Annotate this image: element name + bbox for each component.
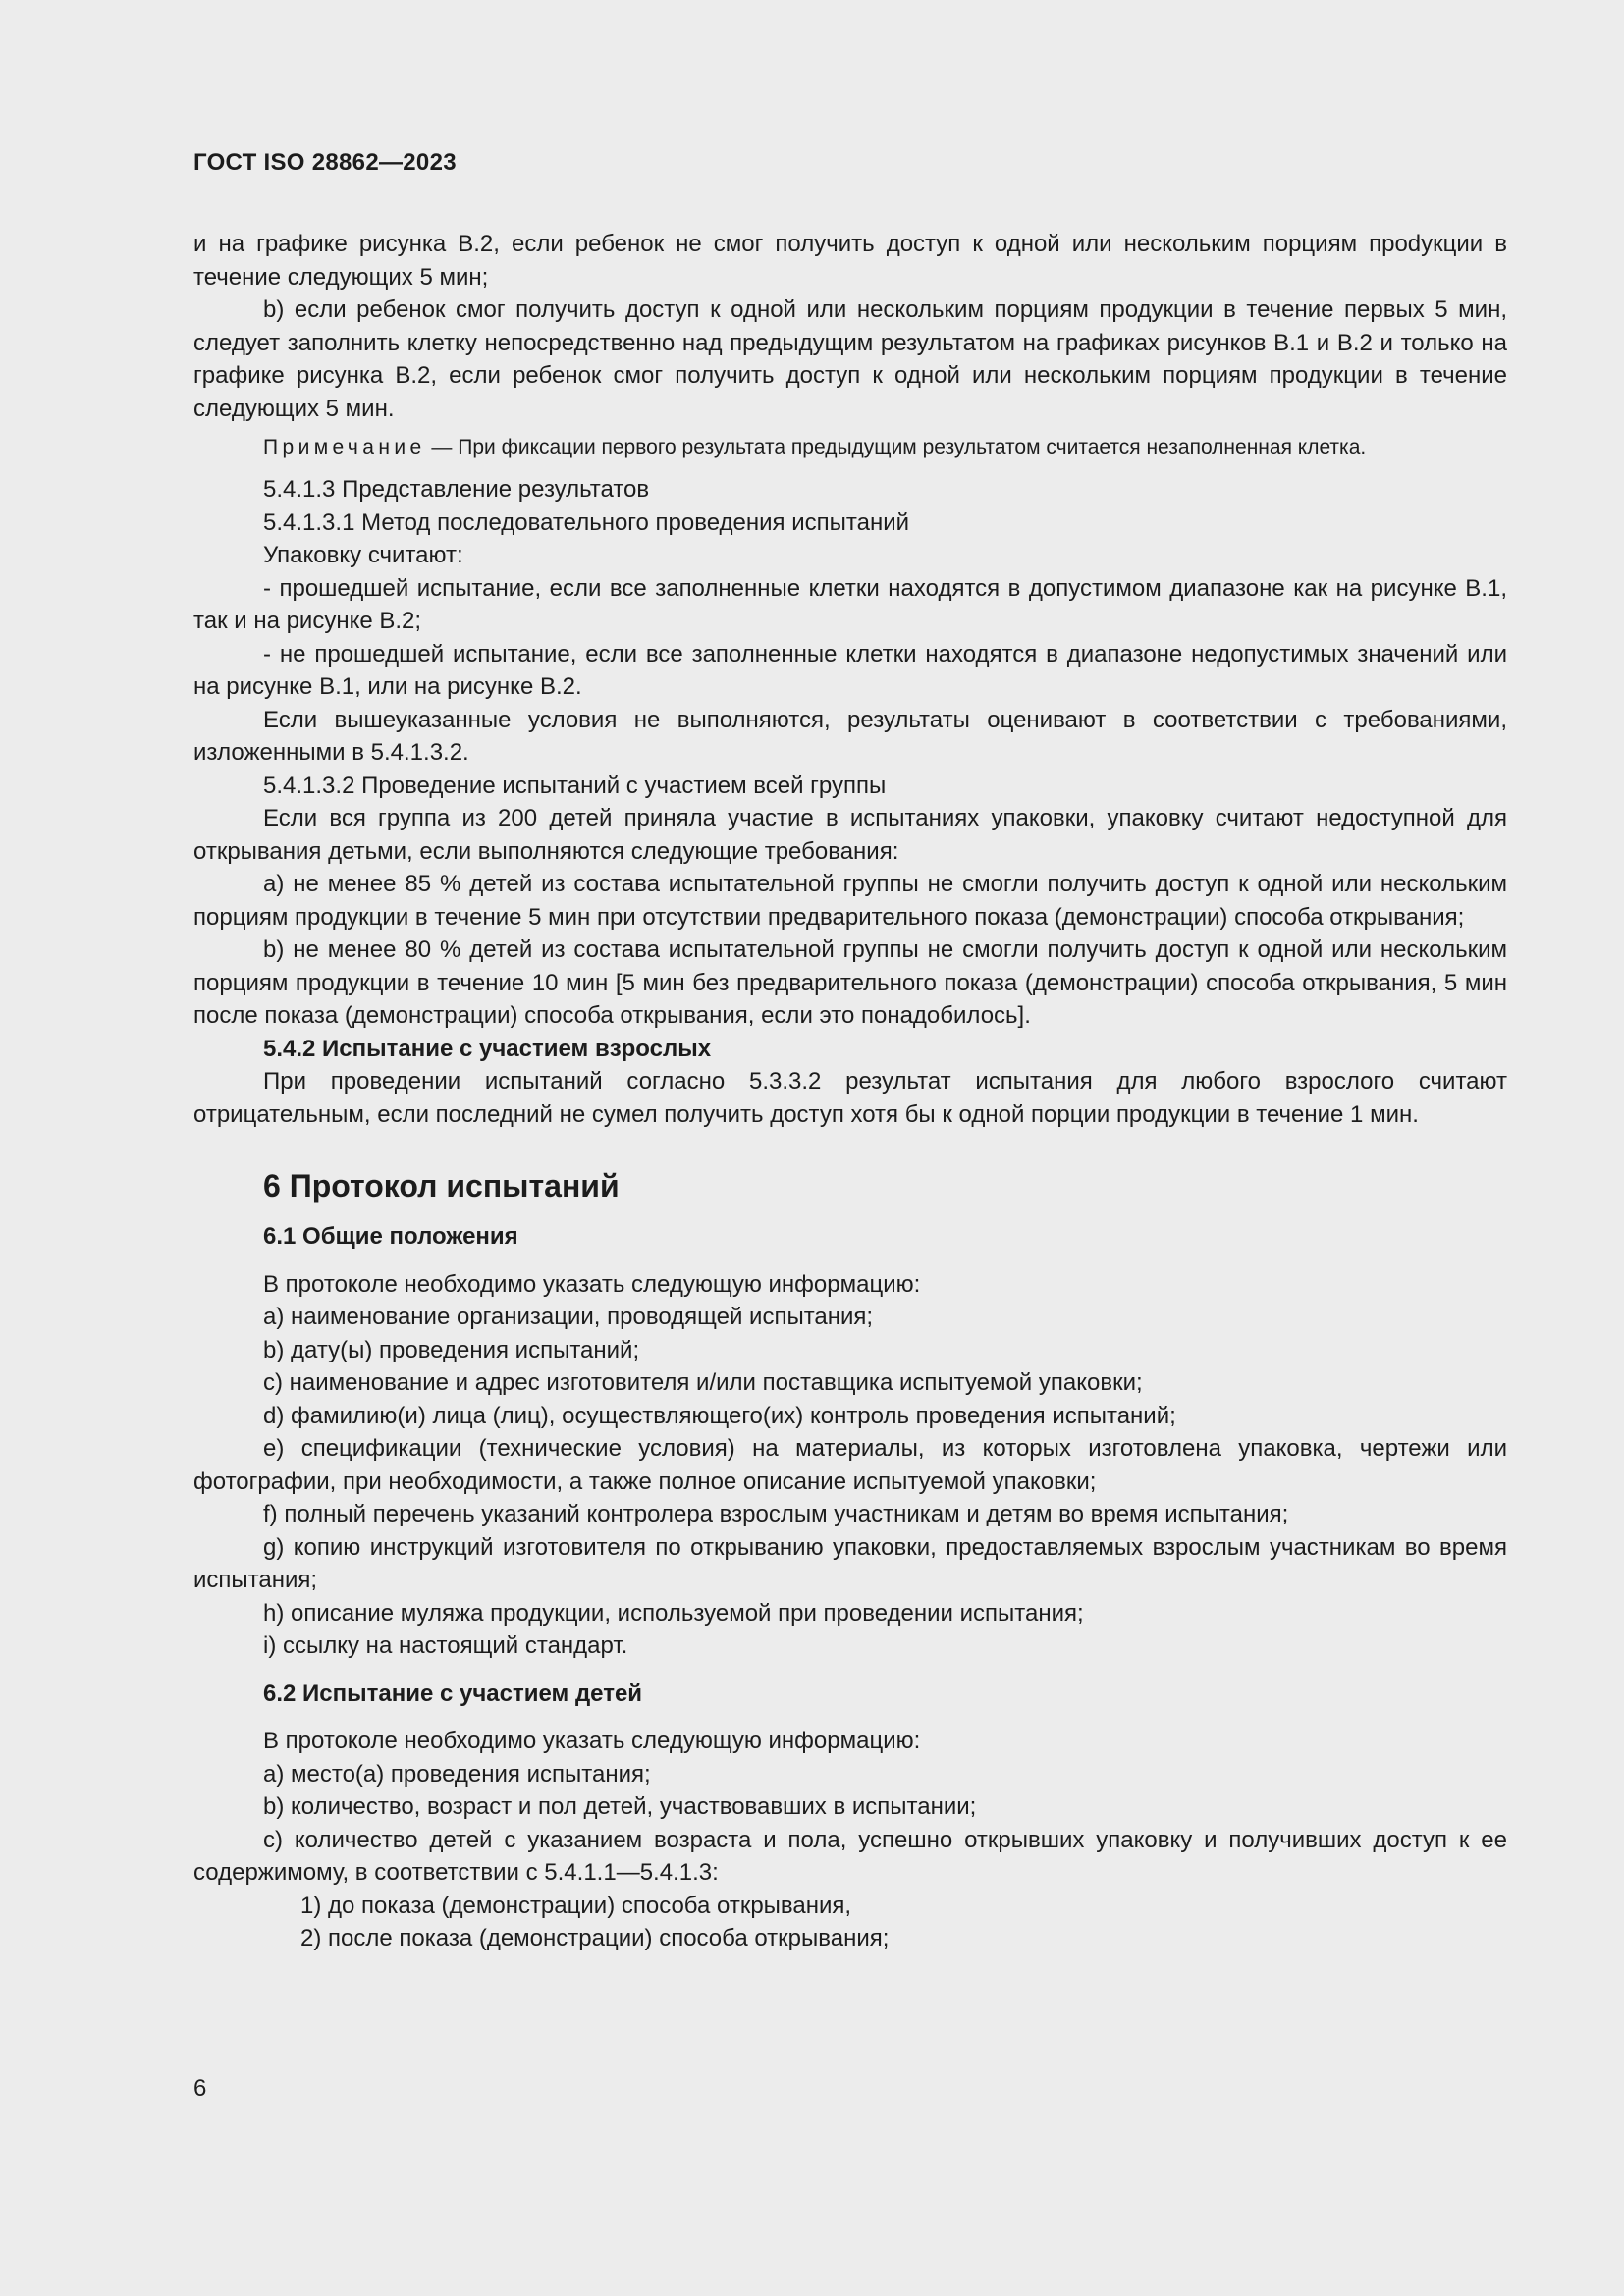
note-label: Примечание bbox=[263, 436, 426, 458]
list-item: d) фамилию(и) лица (лиц), осуществляющего(их) контроль проведения испытаний; bbox=[263, 1402, 1176, 1429]
clause-heading: 5.4.1.3.2 Проведение испытаний с участием всей группы bbox=[263, 772, 887, 799]
list-item: b) не менее 80 % детей из состава испытательной группы не смогли получить доступ к одной или нескольким порциям продукции в течение 10 мин [5 мин без предварительного показа (демонстрации) способа открывания, 5 мин после показа (демонстрации) способа открывания, если это понадобилось]. bbox=[193, 936, 1507, 1029]
document-body bbox=[193, 228, 1507, 1955]
list-item: f) полный перечень указаний контролера взрослым участникам и детям во время испытания; bbox=[263, 1501, 1289, 1527]
paragraph: и на графике рисунка B.2, если ребенок не смог получить доступ к одной или нескольким порциям проdукции в течение следующих 5 мин; bbox=[193, 231, 1507, 291]
subsection-heading: 6.2 Испытание с участием детей bbox=[263, 1680, 643, 1707]
list-item: h) описание муляжа продукции, используемой при проведении испытания; bbox=[263, 1599, 1084, 1627]
subsection-heading: 5.4.2 Испытание с участием взрослых bbox=[263, 1035, 712, 1062]
list-subitem: 1) до показа (демонстрации) способа открывания, bbox=[300, 1892, 852, 1919]
paragraph: Если вся группа из 200 детей приняла участие в испытаниях упаковки, упаковку считают недоступной для открывания детьми, если выполняются следующие требования: bbox=[193, 805, 1507, 865]
list-item: i) ссылку на настоящий стандарт. bbox=[263, 1632, 628, 1659]
paragraph: В протоколе необходимо указать следующую информацию: bbox=[263, 1270, 921, 1298]
paragraph: Если вышеуказанные условия не выполняются, результаты оценивают в соответствии с требованиями, изложенными в 5.4.1.3.2. bbox=[193, 706, 1507, 766]
document-header: ГОСТ ISO 28862—2023 bbox=[193, 149, 457, 176]
list-item: a) наименование организации, проводящей испытания; bbox=[263, 1304, 874, 1330]
page-number: 6 bbox=[193, 2075, 207, 2102]
clause-heading: 5.4.1.3 Представление результатов bbox=[263, 476, 650, 503]
list-item: c) наименование и адрес изготовителя и/или поставщика испытуемой упаковки; bbox=[263, 1369, 1143, 1396]
list-item: - не прошедшей испытание, если все заполненные клетки находятся в диапазоне недопустимых значений или на рисунке B.1, или на рисунке B.2. bbox=[193, 640, 1507, 700]
paragraph: При проведении испытаний согласно 5.3.3.2 результат испытания для любого взрослого считают отрицательным, если последний не сумел получить доступ хотя бы к одной порции продукции в течение 1 мин. bbox=[193, 1068, 1507, 1128]
list-item: e) спецификации (технические условия) на материалы, из которых изготовлена упаковка, чертежи или фотографии, при необходимости, а также полное описание испытуемой упаковки; bbox=[193, 1435, 1507, 1495]
paragraph: Упаковку считают: bbox=[263, 542, 463, 568]
note-text: — При фиксации первого результата предыдущим результатом считается незаполненная клетка. bbox=[425, 436, 1367, 458]
list-subitem: 2) после показа (демонстрации) способа открывания; bbox=[300, 1925, 890, 1951]
clause-heading: 5.4.1.3.1 Метод последовательного проведения испытаний bbox=[263, 508, 910, 536]
list-item: a) место(а) проведения испытания; bbox=[263, 1760, 651, 1788]
list-item: b) количество, возраст и пол детей, участвовавших в испытании; bbox=[263, 1793, 977, 1820]
list-item: a) не менее 85 % детей из состава испытательной группы не смогли получить доступ к одной или нескольким порциям продукции в течение 5 мин при отсутствии предварительного показа (демонстрации) способа открывания; bbox=[193, 871, 1507, 931]
list-item: - прошедшей испытание, если все заполненные клетки находятся в допустимом диапазоне как на рисунке B.1, так и на рисунке B.2; bbox=[193, 574, 1507, 634]
paragraph: В протоколе необходимо указать следующую информацию: bbox=[263, 1728, 921, 1754]
list-item: b) дату(ы) проведения испытаний; bbox=[263, 1336, 640, 1363]
list-item: g) копию инструкций изготовителя по открыванию упаковки, предоставляемых взрослым участникам во время испытания; bbox=[193, 1533, 1507, 1593]
list-item: c) количество детей с указанием возраста и пола, успешно открывших упаковку и получивших доступ к ее содержимому, в соответствии с 5.4.1.1—5.4.1.3: bbox=[193, 1826, 1507, 1886]
note bbox=[193, 434, 1507, 461]
section-heading: 6 Протокол испытаний bbox=[263, 1168, 620, 1203]
subsection-heading: 6.1 Общие положения bbox=[263, 1223, 518, 1250]
list-item: b) если ребенок смог получить доступ к одной или нескольким порциям продукции в течение первых 5 мин, следует заполнить клетку непосредственно над предыдущим результатом на графиках рисунков B.1 и B.2 и только на графике рисунка B.2, если ребенок смог получить доступ к одной или нескольким порциям продукции в течение следующих 5 мин. bbox=[193, 296, 1507, 422]
